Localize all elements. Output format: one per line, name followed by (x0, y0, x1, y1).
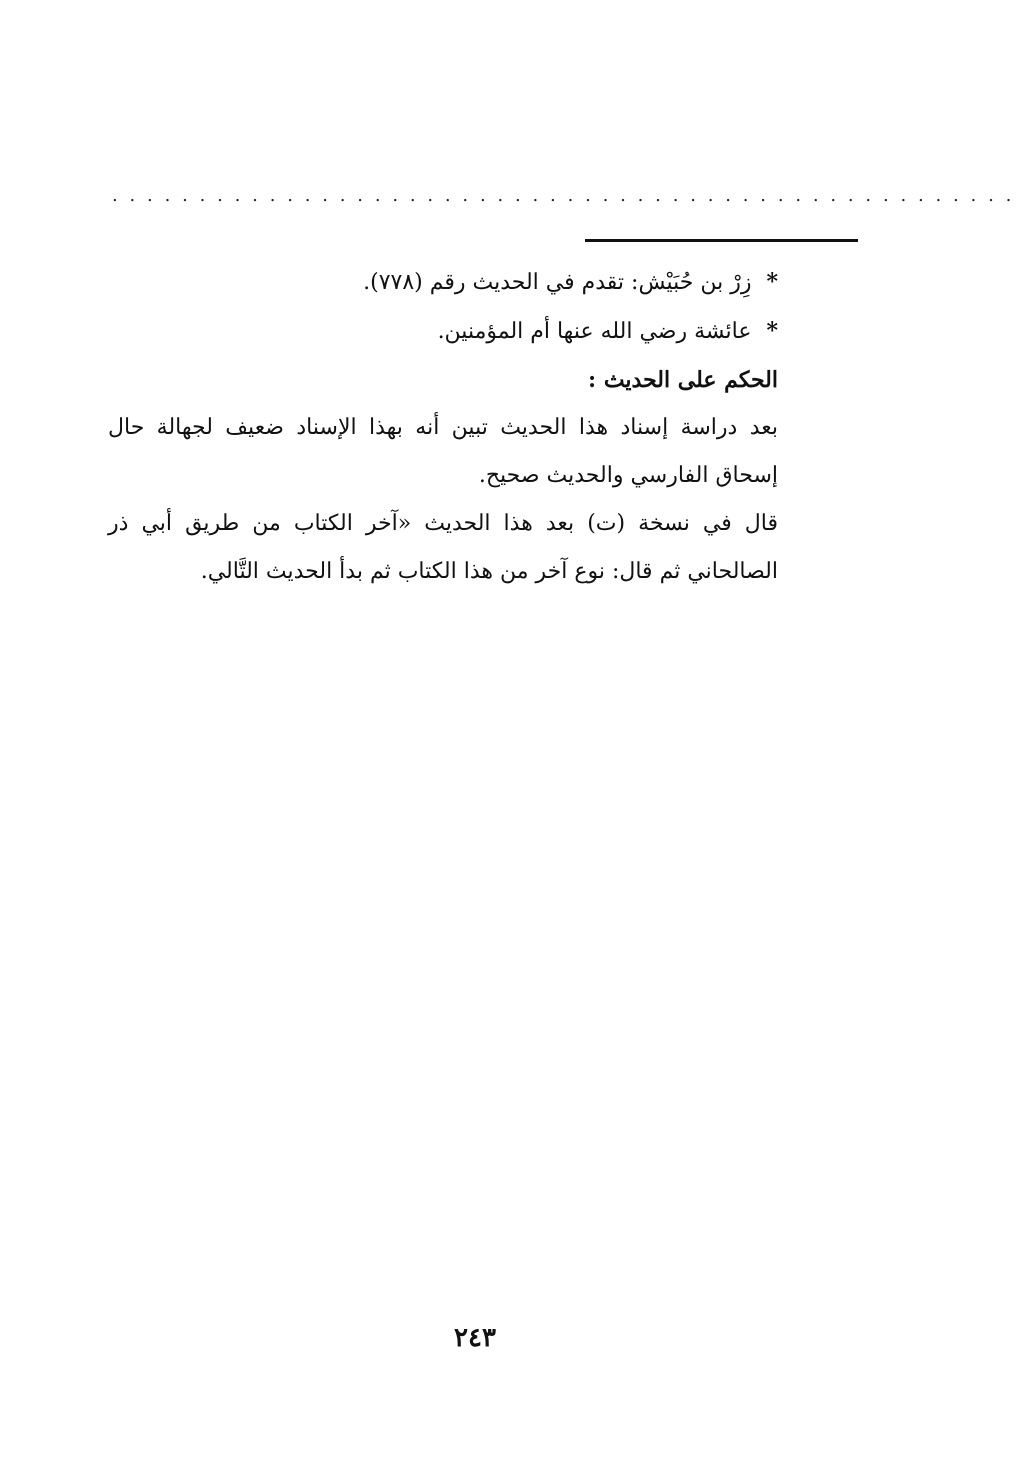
page-body (108, 258, 778, 596)
narrator-line (108, 307, 778, 356)
dotted-divider: .................................................... (112, 185, 1023, 206)
ruling-paragraph: بعد دراسة إسناد هذا الحديث تبين أنه بهذا الإسناد ضعيف لجهالة حال إسحاق الفارسي والحديث صحيح. (108, 415, 778, 488)
narrator-line (108, 258, 778, 307)
footnote-rule (585, 239, 858, 242)
manuscript-note: قال في نسخة (ت) بعد هذا الحديث «آخر الكتاب من طريق أبي ذر الصالحاني ثم قال: نوع آخر من هذا الكتاب ثم بدأ الحديث التَّالي. (108, 511, 778, 584)
asterisk-icon: * (766, 318, 778, 344)
narrator-text: عائشة رضي الله عنها أم المؤمنين. (437, 319, 752, 344)
page-number: ٢٤٣ (454, 1323, 496, 1353)
asterisk-icon: * (766, 269, 778, 295)
ruling-heading: الحكم على الحديث : (588, 367, 778, 393)
narrator-text: زِرْ بن حُبَيْش: تقدم في الحديث رقم (٧٧٨). (363, 270, 752, 295)
